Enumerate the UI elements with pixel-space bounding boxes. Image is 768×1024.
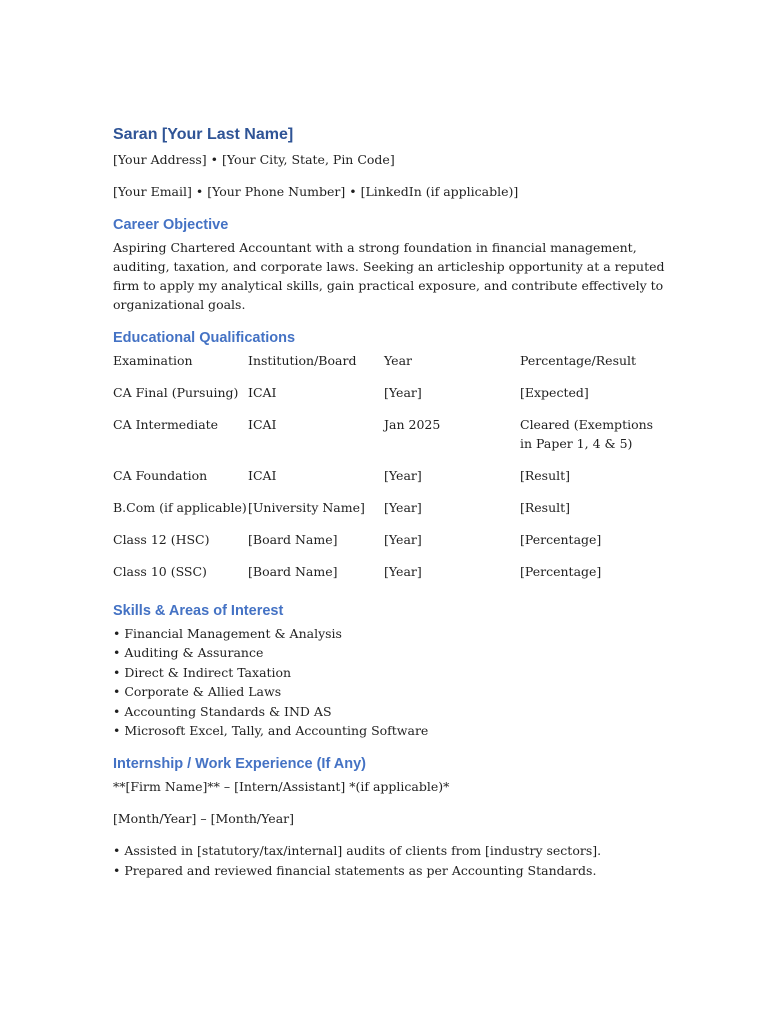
- table-cell: ICAI: [248, 417, 277, 432]
- candidate-name: Saran [Your Last Name]: [113, 126, 294, 143]
- table-cell: [Year]: [384, 385, 422, 400]
- table-row: [113, 415, 655, 466]
- skills-heading: Skills & Areas of Interest: [113, 603, 284, 619]
- table-row: [113, 383, 655, 415]
- list-item: • Auditing & Assurance: [113, 645, 264, 661]
- table-cell: ICAI: [248, 468, 277, 483]
- table-cell: [University Name]: [248, 500, 365, 515]
- table-cell: [Year]: [384, 468, 422, 483]
- table-row: [113, 498, 655, 530]
- table-cell: [Year]: [384, 564, 422, 579]
- table-cell: ICAI: [248, 385, 277, 400]
- career-objective-heading: Career Objective: [113, 217, 229, 233]
- table-row: [113, 562, 655, 587]
- table-cell: Jan 2025: [384, 417, 441, 432]
- education-table: [113, 351, 655, 587]
- table-cell: [Year]: [384, 500, 422, 515]
- skills-list: [113, 624, 673, 740]
- table-cell: B.Com (if applicable): [113, 500, 247, 515]
- experience-heading: Internship / Work Experience (If Any): [113, 756, 366, 773]
- education-header-row: [113, 351, 655, 383]
- address-line: [Your Address] • [Your City, State, Pin Code]: [113, 152, 395, 167]
- table-cell: Class 12 (HSC): [113, 532, 210, 547]
- table-cell: CA Final (Pursuing): [113, 385, 239, 400]
- table-cell: [Result]: [520, 468, 571, 483]
- table-cell: Class 10 (SSC): [113, 564, 207, 579]
- resume-content: [113, 124, 673, 880]
- table-cell: [Year]: [384, 532, 422, 547]
- table-cell: CA Intermediate: [113, 417, 219, 432]
- firm-line: **[Firm Name]** – [Intern/Assistant] *(if applicable)*: [113, 779, 450, 795]
- experience-bullets: [113, 841, 673, 880]
- column-header: Year: [384, 353, 412, 368]
- table-row: [113, 530, 655, 562]
- table-cell: CA Foundation: [113, 468, 208, 483]
- education-heading: Educational Qualifications: [113, 330, 296, 346]
- table-cell: [Expected]: [520, 385, 589, 400]
- column-header: Institution/Board: [248, 353, 357, 368]
- list-item: • Corporate & Allied Laws: [113, 684, 282, 700]
- list-item: • Microsoft Excel, Tally, and Accounting Software: [113, 723, 429, 739]
- table-cell: [Result]: [520, 500, 571, 515]
- table-cell: [Percentage]: [520, 564, 602, 579]
- dates-line: [Month/Year] – [Month/Year]: [113, 811, 295, 827]
- contact-line: [Your Email] • [Your Phone Number] • [LinkedIn (if applicable)]: [113, 184, 519, 199]
- career-objective-text: Aspiring Chartered Accountant with a strong foundation in financial management, auditing, taxation, and corporate laws. Seeking an articleship opportunity at a reputed firm to apply my analytical skills, gain practical exposure, and contribute effectively to organizational goals.: [113, 240, 665, 312]
- column-header: Percentage/Result: [520, 353, 637, 368]
- list-item: • Financial Management & Analysis: [113, 626, 342, 641]
- table-cell: [Board Name]: [248, 564, 338, 579]
- list-item: • Prepared and reviewed financial statements as per Accounting Standards.: [113, 862, 597, 878]
- table-cell: Cleared (Exemptions in Paper 1, 4 & 5): [520, 417, 654, 451]
- list-item: • Accounting Standards & IND AS: [113, 703, 332, 719]
- list-item: • Direct & Indirect Taxation: [113, 664, 292, 680]
- table-row: [113, 466, 655, 498]
- table-cell: [Percentage]: [520, 532, 602, 547]
- table-cell: [Board Name]: [248, 532, 338, 547]
- column-header: Examination: [113, 353, 193, 368]
- list-item: • Assisted in [statutory/tax/internal] audits of clients from [industry sectors].: [113, 843, 602, 859]
